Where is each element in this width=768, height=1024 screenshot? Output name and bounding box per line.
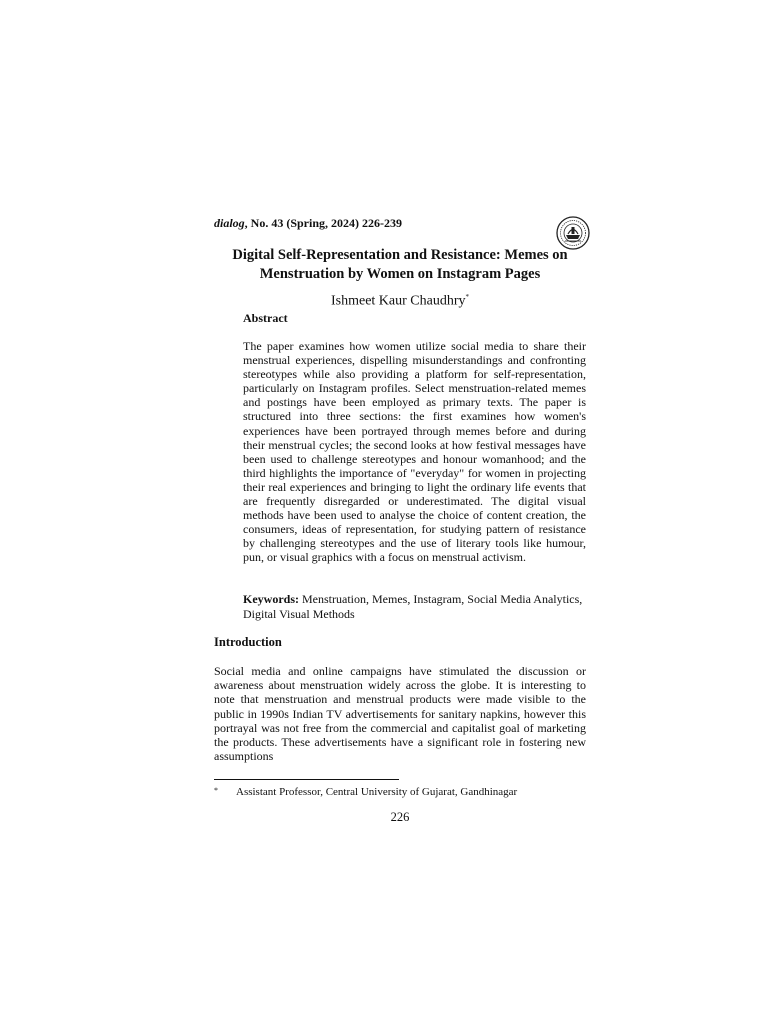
journal-seal-icon [556, 216, 590, 250]
footnote-divider [214, 779, 399, 780]
paper-title: Digital Self-Representation and Resistance: Memes on Menstruation by Women on Instagram Pages [232, 247, 568, 282]
introduction-text: Social media and online campaigns have stimulated the discussion or awareness about menstruation widely across the globe. It is interesting to note that menstruation and menstrual products were made visible to the public in 1990s Indian TV advertisements for sanitary napkins, however this portrayal was not free from the commercial and capitalist goal of marketing the products. These advertisements have a significant role in fostering new assumptions [214, 664, 586, 764]
journal-citation [214, 216, 402, 231]
author-name: Ishmeet Kaur Chaudhry [330, 293, 466, 309]
keywords-label: Keywords: [243, 592, 299, 606]
footnote-text: Assistant Professor, Central University of Gujarat, Gandhinagar [236, 786, 518, 798]
author-line [214, 293, 586, 310]
abstract-heading: Abstract [243, 311, 288, 325]
abstract-text: The paper examines how women utilize social media to share their menstrual experiences, dispelling misunderstandings and confronting stereotypes while also providing a platform for self-representation, particularly on Instagram profiles. Select menstruation-related memes and postings have been employed as primary texts. The paper is structured into three sections: the first examines how women's experiences have been portrayed through memes before and during their menstrual cycles; the second looks at how festival messages have been used to challenge stereotypes and honour womanhood; and the third highlights the importance of "everyday" for women in projecting their real experiences and bringing to light the ordinary life events that are frequently disregarded or underestimated. The digital visual methods have been used to analyse the choice of content creation, the consumers, ideas of representation, for studying pattern of resistance by challenging stereotypes and the use of literary tools like humour, pun, or visual graphics with a focus on menstrual activism. [243, 339, 586, 565]
footnote [214, 786, 586, 798]
page-number: 226 [390, 810, 410, 824]
introduction-heading: Introduction [214, 635, 282, 649]
journal-name: dialog [214, 216, 245, 230]
keywords [243, 592, 586, 621]
author-footnote-mark: * [465, 293, 470, 301]
journal-issue: , No. 43 (Spring, 2024) 226-239 [244, 216, 403, 230]
keywords-text: Menstruation, Memes, Instagram, Social Media Analytics, Digital Visual Methods [243, 592, 583, 621]
footnote-mark: * [214, 786, 218, 795]
